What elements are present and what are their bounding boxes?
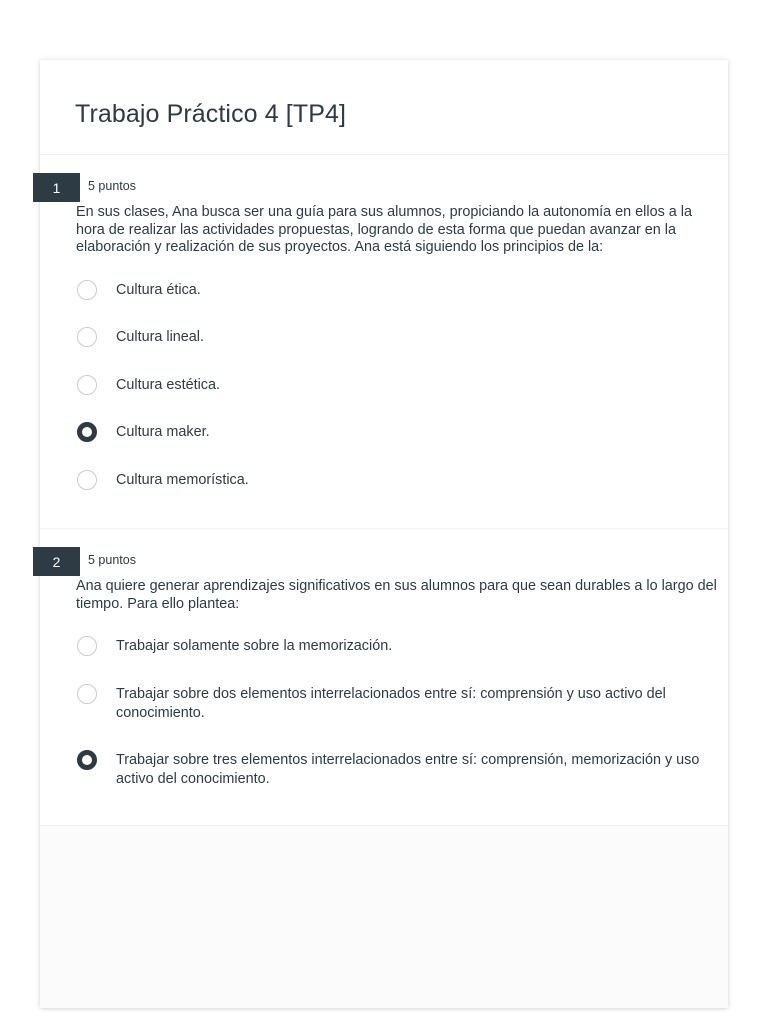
question-text: En sus clases, Ana busca ser una guía para sus alumnos, propiciando la autonomía en ellos a la hora de realizar las actividades propuestas, logrando de esta forma que puedan avanzar en la elaboración y realización de sus proyectos. Ana está siguiendo los principios de la: [76, 204, 692, 255]
radio-button[interactable] [77, 684, 97, 704]
answer-label[interactable]: Cultura maker. [116, 424, 210, 440]
radio-button[interactable] [77, 636, 97, 656]
radio-button[interactable] [77, 470, 97, 490]
answer-label[interactable]: Cultura estética. [116, 377, 220, 393]
question-number-badge: 2 [33, 547, 80, 576]
question-divider [40, 528, 728, 529]
radio-button[interactable] [77, 327, 97, 347]
radio-button[interactable] [77, 280, 97, 300]
quiz-title: Trabajo Práctico 4 [TP4] [75, 100, 347, 128]
question-points: 5 puntos [88, 179, 136, 193]
answer-label[interactable]: Cultura ética. [116, 282, 201, 298]
question-text: Ana quiere generar aprendizajes significativos en sus alumnos para que sean durables a lo largo del tiempo. Para ello plantea: [76, 578, 717, 612]
answer-label[interactable]: Trabajar solamente sobre la memorización. [116, 638, 393, 654]
quiz-card [40, 60, 728, 1008]
title-divider [40, 154, 728, 155]
question-divider [40, 825, 728, 826]
answer-label[interactable]: Cultura memorística. [116, 472, 249, 488]
radio-button[interactable] [77, 375, 97, 395]
radio-button-selected[interactable] [77, 422, 97, 442]
question-number-badge: 1 [33, 173, 80, 202]
radio-button-selected[interactable] [77, 750, 97, 770]
answer-label[interactable]: Trabajar sobre dos elementos interrelacionados entre sí: comprensión y uso activo del conocimiento. [116, 686, 666, 721]
question-points: 5 puntos [88, 553, 136, 567]
answer-label[interactable]: Cultura lineal. [116, 329, 204, 345]
answer-label[interactable]: Trabajar sobre tres elementos interrelacionados entre sí: comprensión, memorización y uso activo del conocimiento. [116, 752, 700, 787]
